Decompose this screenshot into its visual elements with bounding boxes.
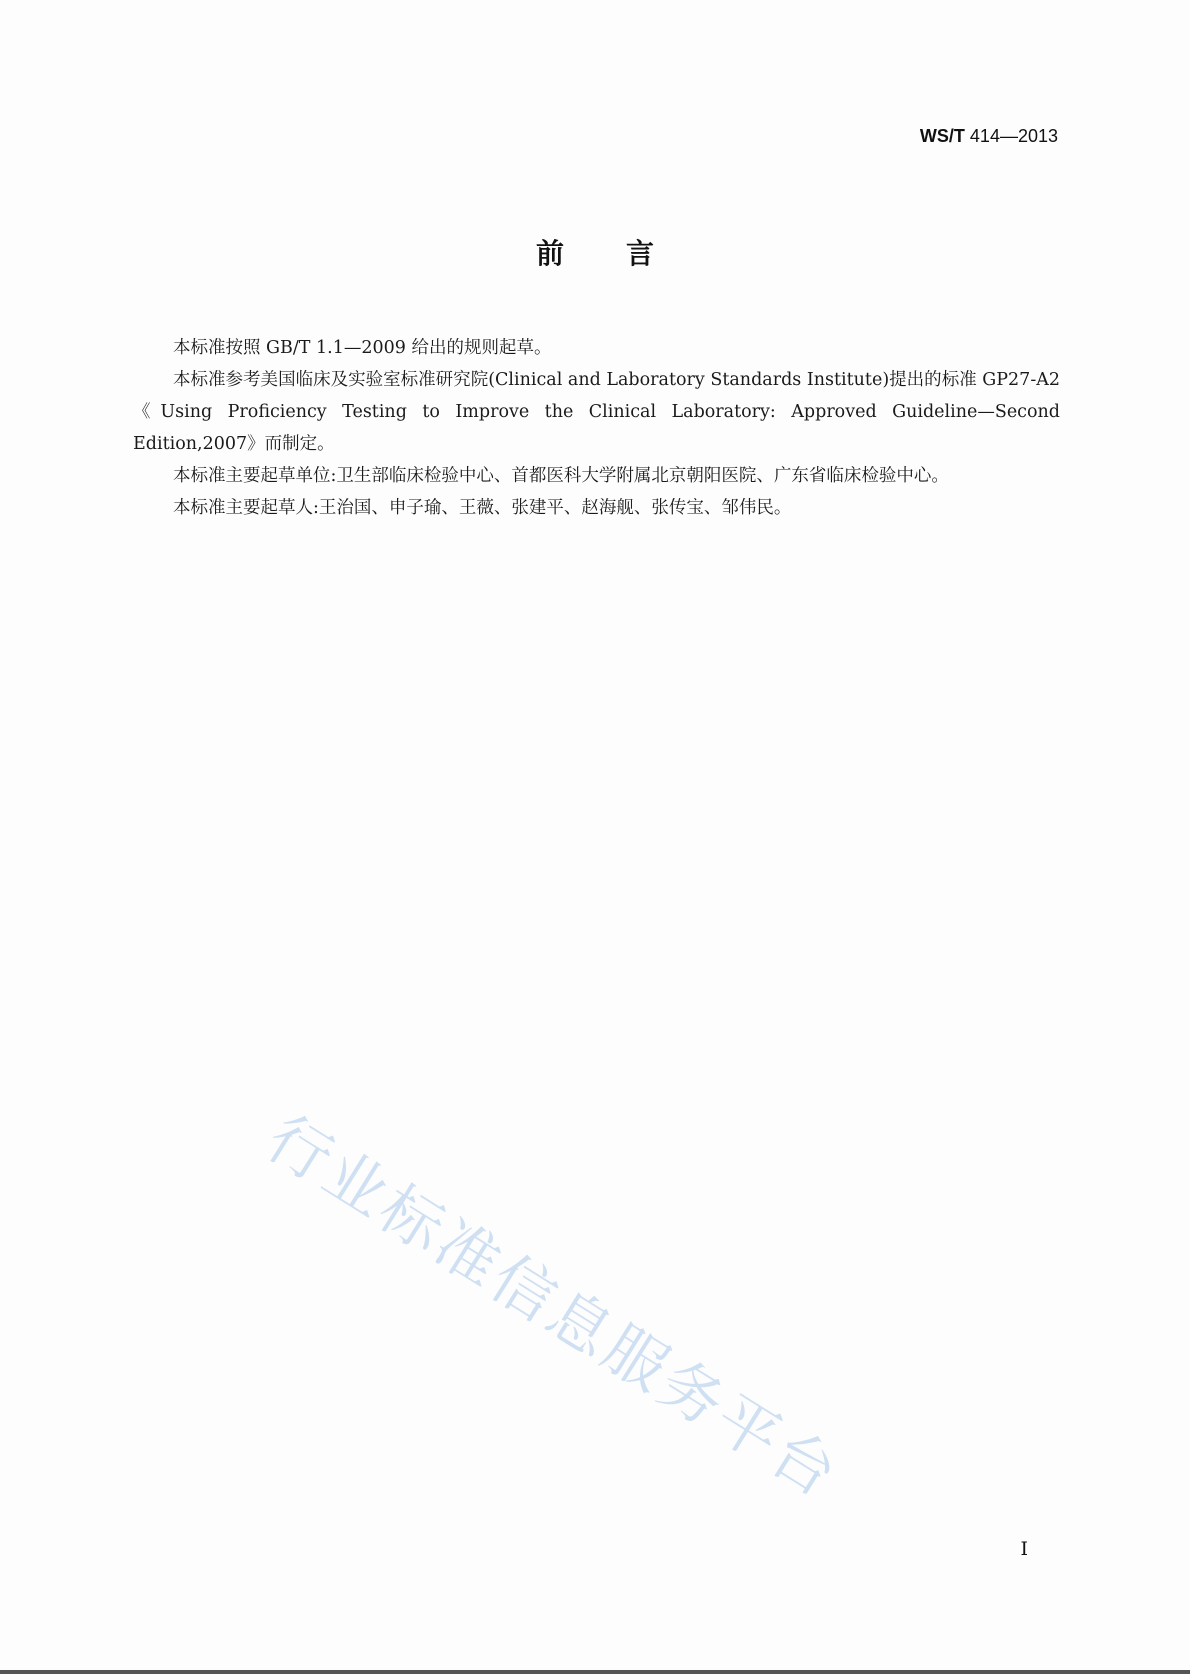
paragraph-drafting-units: 本标准主要起草单位:卫生部临床检验中心、首都医科大学附属北京朝阳医院、广东省临床检验中心。 xyxy=(173,466,949,486)
standard-code xyxy=(920,126,1058,147)
paragraph-drafters: 本标准主要起草人:王治国、申子瑜、王薇、张建平、赵海舰、张传宝、邹伟民。 xyxy=(173,498,792,518)
page-number: I xyxy=(1020,1538,1028,1560)
paragraph-reference: 本标准参考美国临床及实验室标准研究院(Clinical and Laboratory Standards Institute)提出的标准 GP27-A2《Using Proficiency Testing to Improve the Clinical Laboratory: Approved Guideline—Second Edition,2007》而制定。 xyxy=(133,370,1060,454)
standard-code-prefix: WS/T xyxy=(919,126,965,146)
paragraph-drafting-rules: 本标准按照 GB/T 1.1—2009 给出的规则起草。 xyxy=(173,338,552,358)
watermark: 行业标准信息服务平台 xyxy=(254,1101,853,1513)
document-body xyxy=(133,332,1060,524)
scan-edge xyxy=(0,1670,1190,1674)
page-title: 前言 xyxy=(535,237,716,270)
standard-code-number: 414—2013 xyxy=(964,126,1058,146)
